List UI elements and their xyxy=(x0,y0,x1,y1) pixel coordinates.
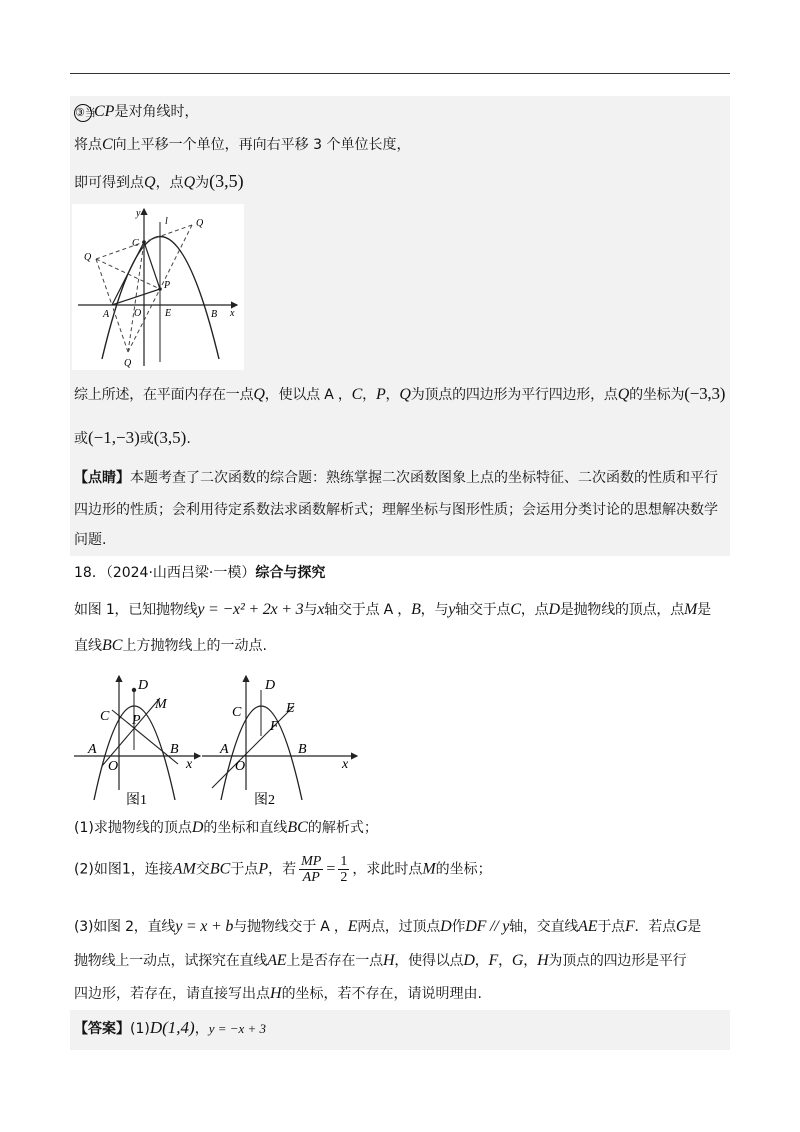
svg-text:B: B xyxy=(170,742,179,757)
svg-text:F: F xyxy=(270,719,279,734)
comment-line-3: 问题. xyxy=(74,532,107,548)
q18-sub-3b: 抛物线上一动点，试探究在直线AE上是否存在一点H，使得以点D，F，G，H为顶点的四边形是平行 xyxy=(74,952,687,969)
svg-text:Q: Q xyxy=(124,358,132,369)
svg-text:x: x xyxy=(186,757,193,772)
conclusion-line-2: 或(−1,−3)或(3,5). xyxy=(74,428,191,447)
svg-text:l: l xyxy=(165,216,168,227)
case-3-line: ③当CP是对角线时， xyxy=(75,103,199,120)
svg-text:B: B xyxy=(211,309,218,320)
comment-line-2: 四边形的性质；会利用待定系数法求函数解析式；理解坐标与图形性质；会运用分类讨论的思想解决数学 xyxy=(74,502,718,518)
circled-number: ③当 xyxy=(74,104,92,122)
solution-figure xyxy=(72,204,244,370)
svg-text:Q: Q xyxy=(196,218,204,229)
svg-text:Q: Q xyxy=(84,252,92,263)
figure-2 xyxy=(202,676,357,808)
svg-text:O: O xyxy=(235,759,246,774)
q18-para-1: 如图 1，已知抛物线y = −x² + 2x + 3与x轴交于点 A ，B，与y轴交于点C，点D是抛物线的顶点，点M是 xyxy=(74,601,711,618)
svg-text:x: x xyxy=(342,757,349,772)
q18-parabola-figures xyxy=(72,670,362,810)
figure-1 xyxy=(74,676,200,808)
svg-text:E: E xyxy=(286,701,295,716)
translate-line: 将点C向上平移一个单位，再向右平移 3 个单位长度， xyxy=(74,136,411,153)
conclusion-line-1: 综上所述，在平面内存在一点Q，使以点 A ，C，P，Q为顶点的四边形为平行四边形，点Q的坐标为(−3,3) xyxy=(74,384,726,403)
svg-text:C: C xyxy=(100,709,110,724)
q18-figures xyxy=(72,670,362,810)
q18-sub-2: (2)如图1，连接AM交BC于点P，若 $\frac{MP}{AP}$ = $\frac{1}{2}$ ，求此时点M的坐标； xyxy=(74,854,492,885)
svg-text:M: M xyxy=(155,697,167,712)
parabola-parallelogram-diagram xyxy=(72,204,244,370)
svg-text:x: x xyxy=(230,308,235,319)
point-q-line: 即可得到点Q，点Q为(3,5) xyxy=(74,171,244,191)
q18-sub-3c: 四边形，若存在，请直接写出点H的坐标，若不存在，请说明理由. xyxy=(74,985,483,1002)
ratio-fraction-mp-ap: $\frac{MP}{AP}$ xyxy=(301,854,322,885)
svg-text:A: A xyxy=(103,309,110,320)
figure-1-caption: 图1 xyxy=(126,793,147,808)
svg-text:P: P xyxy=(132,713,141,728)
svg-text:C: C xyxy=(132,238,139,249)
q18-header: 18．（2024·山西吕梁·一模）综合与探究 xyxy=(74,565,326,581)
svg-text:C: C xyxy=(232,705,242,720)
svg-text:B: B xyxy=(298,742,307,757)
svg-text:P: P xyxy=(164,280,171,291)
svg-text:O: O xyxy=(108,759,119,774)
comment-line-1: 【点睛】本题考查了二次函数的综合题：熟练掌握二次函数图象上点的坐标特征、二次函数的性质和平行 xyxy=(74,470,718,486)
svg-text:A: A xyxy=(88,742,97,757)
figure-2-caption: 图2 xyxy=(254,793,275,808)
svg-text:A: A xyxy=(220,742,229,757)
answer-line: 【答案】(1)D(1,4)，y = −x + 3 xyxy=(74,1018,267,1037)
fig1-y-label: y xyxy=(136,208,141,219)
q18-sub-1: (1)求抛物线的顶点D的坐标和直线BC的解析式； xyxy=(74,819,378,836)
svg-text:O: O xyxy=(134,308,142,319)
q18-para-2: 直线BC上方抛物线上的一动点. xyxy=(74,637,267,654)
svg-text:D: D xyxy=(265,678,276,693)
q18-sub-3a: (3)如图 2，直线y = x + b与抛物线交于 A ，E两点，过顶点D作DF // y轴，交直线AE于点F．若点G是 xyxy=(74,918,702,935)
header-rule xyxy=(70,73,730,74)
svg-text:E: E xyxy=(165,308,172,319)
svg-text:D: D xyxy=(138,678,149,693)
ratio-fraction-half: $\frac{1}{2}$ xyxy=(340,854,348,885)
